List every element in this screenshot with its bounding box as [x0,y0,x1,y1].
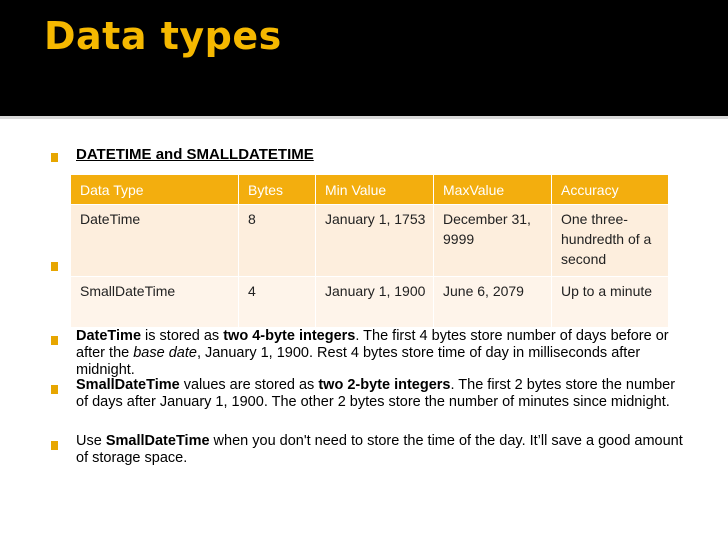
table-row [71,277,669,328]
usage-tip-text [76,433,686,467]
cell-min-value: January 1, 1753 [316,205,434,277]
bullet-marker [51,262,58,271]
title-bar [0,0,728,116]
text-run: is stored as [141,328,224,344]
bullet-marker [51,336,58,345]
bullet-marker [51,441,58,450]
cell-bytes: 4 [239,277,316,328]
header-min-value: Min Value [316,175,434,205]
text-run: Use [76,433,106,449]
cell-min-value: January 1, 1900 [316,277,434,328]
cell-bytes: 8 [239,205,316,277]
header-accuracy: Accuracy [552,175,669,205]
bullet-marker [51,385,58,394]
text-strong: two 2-byte integers [318,377,451,393]
bullet-marker [51,153,58,162]
text-run: when you don't need to store the time of the day. It’ll save a good amount of storage space. [76,433,683,466]
text-strong: SmallDateTime [76,377,180,393]
header-max-value: MaxValue [434,175,552,205]
text-strong: two 4-byte integers [223,328,356,344]
cell-accuracy: One three-hundredth of a second [552,205,669,277]
header-data-type: Data Type [71,175,239,205]
table-row [71,205,669,277]
text-strong: DateTime [76,328,142,344]
cell-data-type: DateTime [71,205,239,277]
cell-accuracy: Up to a minute [552,277,669,328]
text-run: values are stored as [179,377,319,393]
cell-max-value: June 6, 2079 [434,277,552,328]
text-run: . The first 2 bytes store the number of days after January 1, 1900. The other 2 bytes store the number of minutes since midnight. [76,377,676,410]
text-run: . The first 4 bytes store number of days before or after the [76,328,669,361]
header-bytes: Bytes [239,175,316,205]
data-types-table [71,175,669,327]
section-heading: DATETIME and SMALLDATETIME [76,146,314,163]
divider [0,116,728,119]
datetime-storage-text [76,328,686,379]
text-strong: SmallDateTime [105,433,210,449]
text-emphasis: base date [133,345,197,361]
slide-title: Data types [44,14,282,58]
cell-max-value: December 31, 9999 [434,205,552,277]
table-header-row [71,175,669,205]
text-run: , January 1, 1900. Rest 4 bytes store time of day in milliseconds after midnight. [76,345,641,378]
cell-data-type: SmallDateTime [71,277,239,328]
smalldatetime-storage-text [76,377,686,411]
